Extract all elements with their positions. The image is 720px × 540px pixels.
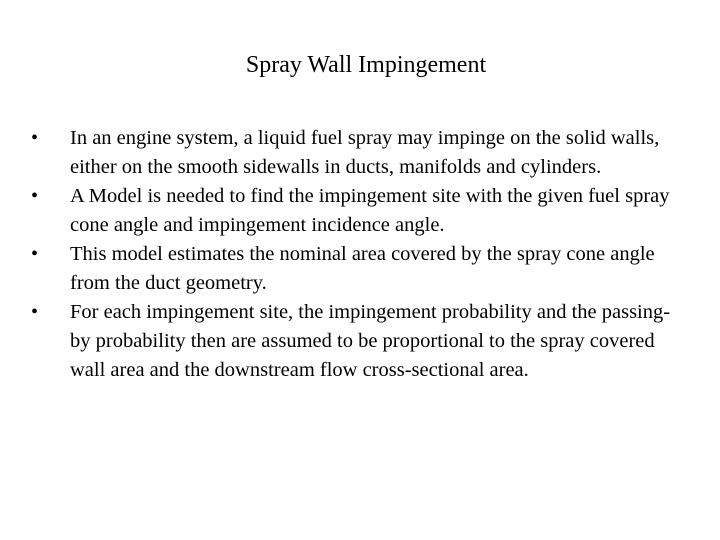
bullet-text: A Model is needed to find the impingement site with the given fuel spray cone angle and impingement incidence angle. [70,185,670,236]
bullet-text: For each impingement site, the impingement probability and the passing-by probability then are assumed to be proportional to the spray covered wall area and the downstream flow cross-sectional area. [70,301,671,381]
bullet-icon: • [31,301,39,323]
bullet-item [28,298,688,385]
bullet-item [28,182,688,240]
slide-title: Spray Wall Impingement [245,52,487,78]
bullet-icon: • [31,127,39,149]
bullet-list [28,124,688,385]
bullet-text: This model estimates the nominal area covered by the spray cone angle from the duct geometry. [70,243,655,294]
bullet-icon: • [31,243,39,265]
bullet-item [28,240,688,298]
bullet-text: In an engine system, a liquid fuel spray may impinge on the solid walls, either on the smooth sidewalls in ducts, manifolds and cylinders. [70,127,660,178]
bullet-icon: • [31,185,39,207]
bullet-item [28,124,688,182]
